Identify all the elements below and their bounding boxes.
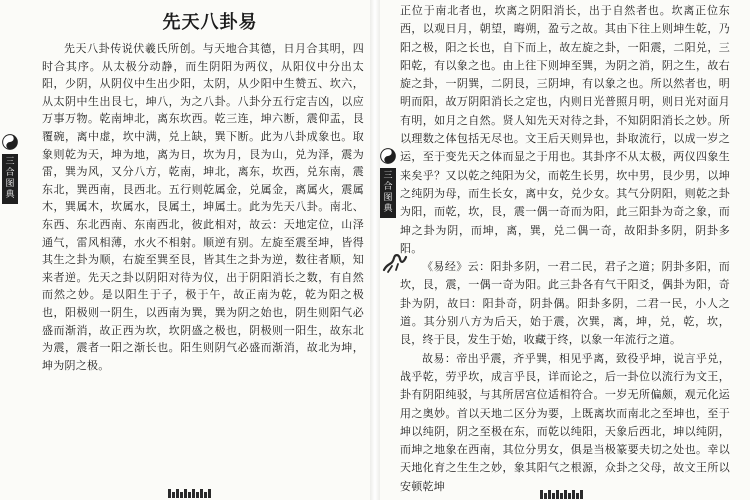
left-page-footer-mark: [168, 489, 211, 498]
right-page-body: [400, 2, 730, 496]
yin-yang-icon: [2, 134, 18, 150]
right-paragraph-3: 故易：帝出乎震，齐乎巽，相见乎离，致役乎坤，说言乎兑，战乎乾，劳乎坎，成言乎艮，详而论之，后一卦位以流行为文王，卦有阴阳纯驳，与其所居宫位适相符合。一岁无所偏颇，观元化运用之奥妙。首以天地二区分为要，上既离坎而南北之至坤也，至于坤以纯阴，阴之至极在东，而乾以纯阳，天象后西北，坤以纯阴，而坤之地象在西南，其位分男女，俱是当极篆要夫切之处也。幸以天地化育之生生之妙，象其阳气之根源，众卦之父母，故文王所以安顿乾坤: [400, 351, 730, 493]
book-gutter: [370, 0, 380, 500]
right-page-footer-mark: [540, 490, 583, 499]
right-paragraph-2: 《易经》云：阳卦多阴，一君二民，君子之道；阴卦多阳，而坎，艮，震，一偶一奇为阳。此三卦各有气干阳爻，偶卦为阳，奇卦为阴，故曰：阳卦奇，阴卦偶。阳卦多阴，二君一民，小人之道。其分别八方为后天，始于震，次巽，离，坤，兑，乾，坎，艮，终于艮，发生于始，收藏于终，以象一年流行之道。: [400, 260, 730, 347]
right-side-emblem: [380, 148, 396, 218]
left-side-emblem: [2, 134, 18, 204]
left-paragraph-1: 先天八卦传说伏羲氏所创。与天地合其德，日月合其明，四时合其序。从太极分动静，而生阴阳为两仪，从阳仪中分出太阳，少阴，从阴仪中生出少阳，太阴，从少阳中生赞五、坎六，从太阴中生出艮七，坤八，为之八卦。八卦分五行定吉凶，以应万事万物。乾南坤北，离东坎西。乾三连，坤六断，震仰盂，艮覆碗，离中虚，坎中满，兑上缺，巽下断。此为八卦成象也。取象则乾为天，坤为地，离为日，坎为月，艮为山，兑为泽，震为雷，巽为风，又分八方，乾南，坤北，离东，坎西，兑东南，震东北，巽西南，艮西北。五行则乾属金，兑属金，离属火，震属木，巽属木，坎属水，艮属土，坤属土。此为先天八卦。南北、东西、东北西南、东南西北，彼此相对，故云：天地定位，山泽通气，雷风相薄，水火不相射。顺逆有别。左旋至震至坤，皆得其生之卦为顺，右旋至巽至艮，皆其生之卦为逆，数往者顺，知来者逆。先天之卦以阴阳对待为仪，出于阴阳消长之数，有自然而然之妙。是以阳生于子，极于午，故正南为乾，乾为阳之极也，阳极则一阴生，以西南为巽，巽为阴之始也，阴生则阳气必盛而渐消，故正西为坎，坎阴盛之极也，阴极则一阳生，故东北为震，震者一阳之渐长也。阳生则阴气必盛而渐消，故北为坤，坤为阴之极。: [42, 42, 364, 372]
yin-yang-icon: [380, 148, 396, 164]
right-paragraph-1: 正位于南北者也，坎离之阴阳消长，出于自然者也。坎离正位东西，以观日月，朝望，晦朔，盈亏之故。其由下往上则坤生乾，乃阳之极，阳之长也，自下而上，故左旋之卦，一阳震，二阳兑，三阳乾，有以象之也。由上往下则坤至巽，为阴之消，阴之生，故右旋之卦，一阴巽，二阴艮，三阴坤，有以象之也。所以然者也，明明而阳，故万阴阳消长之定也，内则日光普照月明，则日光对面月有明，如月之自然。贤人知先天对待之卦，不知阴阳消长之妙。所以理数之体包括无尽也。文王后天则异也，卦取流行，以成一岁之运，至于变先天之体而显之于用也。其卦序不从太极，两仪四象生来矣乎？又以乾之纯阳为父，而乾生长男，坎中男，艮少男，以坤之纯阴为母，而生长女，离中女，兑少女。其气分阴阳，则乾之卦为阳，而乾，坎，艮，震一偶一奇而为阳，此三阳卦为奇之象，而坤之卦为阴，而坤，离，巽，兑二偶一奇，故阳卦多阴，阴卦多阳。: [400, 4, 730, 255]
side-label-right: 三合图典: [380, 168, 396, 218]
left-page-body: [42, 40, 364, 374]
side-label-left: 三合图典: [2, 154, 18, 204]
seal-mark-icon: [380, 248, 410, 276]
page-title: 先天八卦易: [162, 12, 258, 33]
